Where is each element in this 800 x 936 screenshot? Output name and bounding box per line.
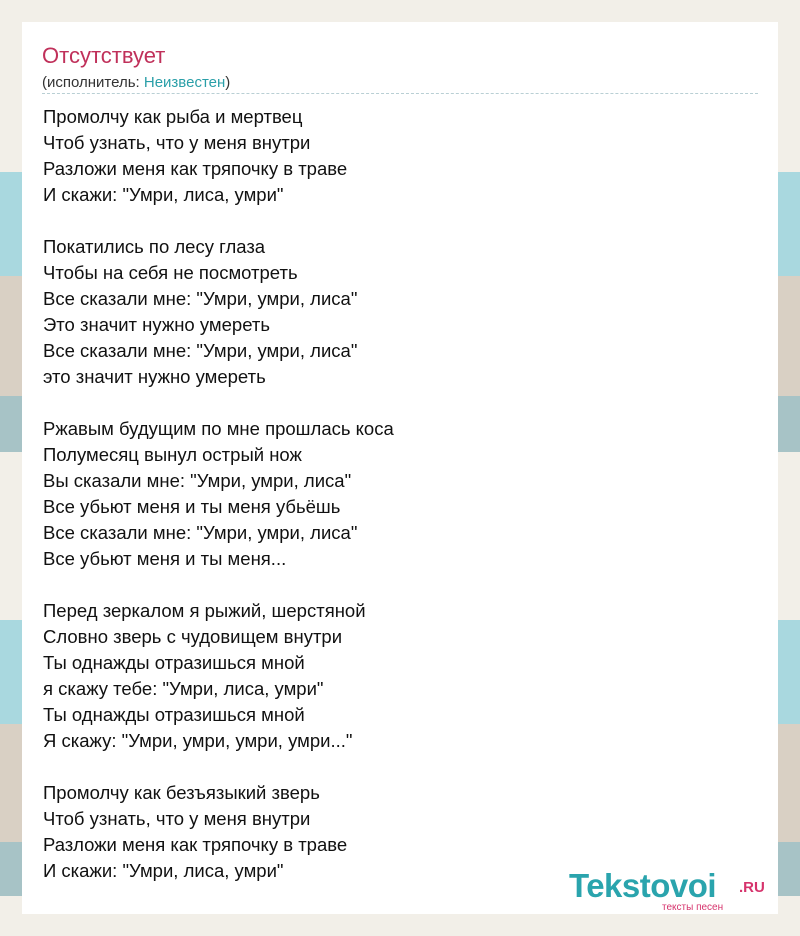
stanza-break: [43, 208, 758, 234]
lyric-line: Разложи меня как тряпочку в траве: [43, 158, 348, 179]
performer-close: ): [225, 74, 231, 91]
lyric-line: Все сказали мне: "Умри, умри, лиса": [43, 340, 358, 361]
lyric-line: И скажи: "Умри, лиса, умри": [43, 860, 284, 881]
lyric-line: Промолчу как безъязыкий зверь: [43, 782, 320, 803]
lyric-line: Чтобы на себя не посмотреть: [43, 262, 298, 283]
logo-tld: .RU: [739, 879, 765, 896]
lyric-line: Все убьют меня и ты меня убьёшь: [43, 496, 341, 517]
song-title: Отсутствует: [42, 43, 166, 68]
lyrics-card: [22, 22, 778, 914]
lyric-line: И скажи: "Умри, лиса, умри": [43, 184, 284, 205]
lyric-line: Перед зеркалом я рыжий, шерстяной: [43, 600, 366, 621]
lyric-line: Ржавым будущим по мне прошлась коса: [43, 418, 394, 439]
stanza-break: [43, 572, 758, 598]
lyric-line: Вы сказали мне: "Умри, умри, лиса": [43, 470, 352, 491]
lyric-line: Ты однажды отразишься мной: [43, 704, 305, 725]
lyric-line: Я скажу: "Умри, умри, умри, умри...": [43, 730, 353, 751]
lyrics-text: [43, 104, 758, 884]
lyric-line: Полумесяц вынул острый нож: [43, 444, 302, 465]
stanza-break: [43, 754, 758, 780]
lyric-line: я скажу тебе: "Умри, лиса, умри": [43, 678, 324, 699]
lyric-line: Разложи меня как тряпочку в траве: [43, 834, 348, 855]
logo-tagline: тексты песен: [662, 902, 724, 913]
logo-name: Tekstovoi: [569, 867, 717, 904]
lyric-line: Все сказали мне: "Умри, умри, лиса": [43, 522, 358, 543]
lyric-line: Все сказали мне: "Умри, умри, лиса": [43, 288, 358, 309]
lyric-line: Чтоб узнать, что у меня внутри: [43, 808, 311, 829]
lyric-line: Это значит нужно умереть: [43, 314, 270, 335]
site-logo[interactable]: [569, 868, 779, 912]
lyric-line: Все убьют меня и ты меня...: [43, 548, 287, 569]
stanza-break: [43, 390, 758, 416]
performer-line: [42, 73, 230, 93]
title-divider: [42, 93, 758, 94]
lyric-line: Промолчу как рыба и мертвец: [43, 106, 303, 127]
artist-link[interactable]: Неизвестен: [143, 74, 226, 91]
lyric-line: это значит нужно умереть: [43, 366, 266, 387]
performer-label: (исполнитель:: [42, 74, 144, 91]
lyric-line: Покатились по лесу глаза: [43, 236, 266, 257]
lyric-line: Ты однажды отразишься мной: [43, 652, 305, 673]
lyric-line: Словно зверь с чудовищем внутри: [43, 626, 343, 647]
lyric-line: Чтоб узнать, что у меня внутри: [43, 132, 311, 153]
